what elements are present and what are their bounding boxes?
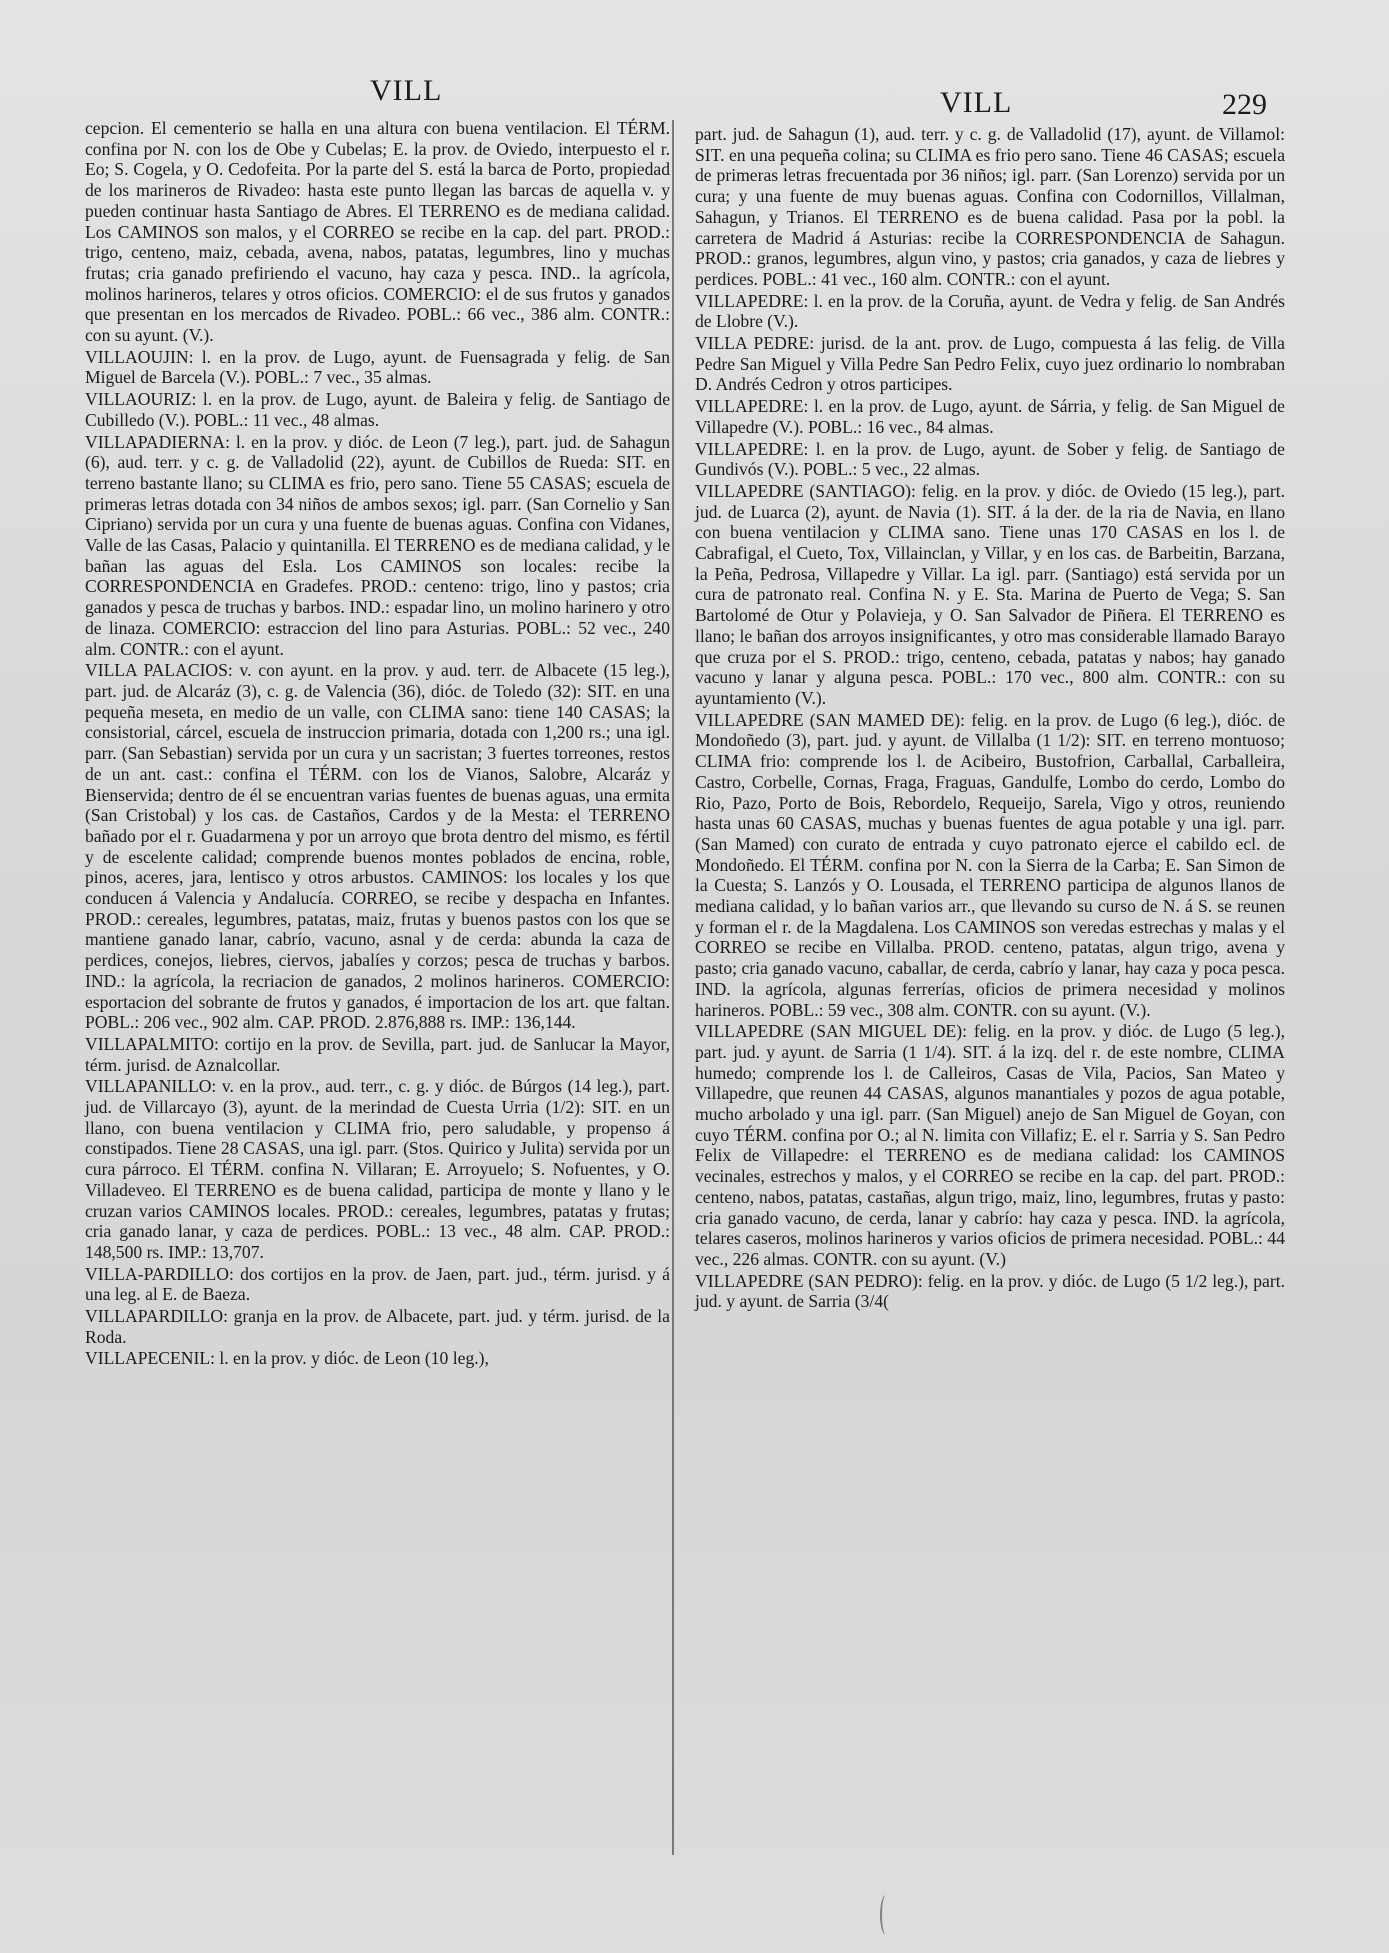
entry-villaouriz: VILLAOURIZ: l. en la prov. de Lugo, ayunt. de Baleira y felig. de Santiago de Cubilledo (V.). POBL.: 11 vec., 48 almas. bbox=[85, 389, 670, 430]
entry-villapedre-san-mamed: VILLAPEDRE (SAN MAMED DE): felig. en la prov. de Lugo (6 leg.), dióc. de Mondoñedo (3), part. jud. y ayunt. de Villalba (1 1/2): SIT. en terreno montuoso; CLIMA frio: comprende los l. de Acibeiro, Bustofrion, Carballal, Carballeira, Castro, Corbelle, Cornas, Fraga, Fraguas, Gandulfe, Lombo do cerdo, Lombo do Rio, Pazo, Porto de Bois, Rebordelo, Requeijo, Sarela, Vigo y otros, reuniendo hasta unas 60 CASAS, muchas y buenas fuentes de agua potable y una igl. parr. (San Mamed) con curato de entrada y cuyo patronato ejerce el cabildo ecl. de Mondoñedo. El TÉRM. confina por N. con la Sierra de la Carba; E. San Simon de la Cuesta; S. Lanzós y O. Lousada, el TERRENO participa de algunos llanos de mediana calidad, y lo bañan varios arr., que llevando su curso de N. á S. se reunen y forman el r. de la Magdalena. Los CAMINOS son veredas estrechas y malas y el CORREO se recibe en Villalba. PROD. centeno, patatas, algun trigo, avena y pasto; cria ganado vacuno, caballar, de cerda, cabrío y lanar, hay caza y poca pesca. IND. la agrícola, algunas ferrerías, oficios de primera necesidad y molinos harineros. POBL.: 59 vec., 308 alm. CONTR. con su ayunt. (V.). bbox=[695, 709, 1285, 1020]
running-head-right: VILL bbox=[940, 86, 1013, 119]
entry-continuation: cepcion. El cementerio se halla en una altura con buena ventilacion. El TÉRM. confina por N. con los de Obe y Cubelas; E. la prov. de Oviedo, interpuesto el r. Eo; S. Cogela, y O. Cedofeita. Por la parte del S. está la barca de Porto, propiedad de los marineros de Rivadeo: hasta este punto llegan las barcas de aquella v. y pueden continuar hasta Santiago de Abres. El TERRENO es de mediana calidad. Los CAMINOS son malos, y el CORREO se recibe en la cap. del part. PROD.: trigo, centeno, maiz, cebada, avena, nabos, patatas, legumbres, lino y muchas frutas; cria ganado prefiriendo el vacuno, hay caza y pesca. IND.. la agrícola, molinos harineros, telares y otros oficios. COMERCIO: el de sus frutos y ganados que presentan en los mercados de Rivadeo. POBL.: 66 vec., 386 alm. CONTR.: con su ayunt. (V.). bbox=[85, 118, 670, 346]
entry-villapedre-sober: VILLAPEDRE: l. en la prov. de Lugo, ayunt. de Sober y felig. de Santiago de Gundivós (V.). POBL.: 5 vec., 22 almas. bbox=[695, 438, 1285, 480]
entry-villapecenil: VILLAPECENIL: l. en la prov. y dióc. de Leon (10 leg.), bbox=[85, 1348, 489, 1369]
page-stain-mark bbox=[880, 1895, 892, 1935]
right-column bbox=[695, 124, 1285, 1312]
entry-villa-palacios: VILLA PALACIOS: v. con ayunt. en la prov. y aud. terr. de Albacete (15 leg.), part. jud. de Alcaráz (3), c. g. de Valencia (36), dióc. de Toledo (32): SIT. en una pequeña meseta, en medio de un valle, con CLIMA sano: tiene 140 CASAS; la consistorial, cárcel, escuela de instruccion primaria, dotada con 1,200 rs.; una igl. parr. (San Sebastian) servida por un cura y un sacristan; 3 fuertes torreones, restos de un ant. cast.: confina el TÉRM. con los de Vianos, Salobre, Alcaráz y Bienservida; dentro de él se encuentran varias fuentes de buenas aguas, una ermita (San Cristobal) y los cas. de Castaños, Cardos y de la Mesta: el TERRENO bañado por el r. Guadarmena y por un arroyo que brota dentro del mismo, es fértil y de escelente calidad; comprende buenos montes poblados de encina, roble, pinos, aceres, jara, lentisco y otros arbustos. CAMINOS: los locales y los que conducen á Valencia y Andalucía. CORREO, se recibe y despacha en Infantes. PROD.: cereales, legumbres, patatas, maiz, frutas y buenos pastos con los que se mantiene ganado lanar, cabrío, vacuno, asnal y de cerda: abunda la caza de perdices, conejos, liebres, ciervos, jabalíes y corzos; pesca de truchas y barbos. IND.: la agrícola, la recriacion de ganados, 2 molinos harineros. COMERCIO: esportacion del sobrante de frutos y ganados, é importacion de los art. que faltan. POBL.: 206 vec., 902 alm. CAP. PROD. 2.876,888 rs. IMP.: 136,144. bbox=[85, 660, 670, 1033]
left-column bbox=[85, 118, 670, 1369]
entry-villapadierna: VILLAPADIERNA: l. en la prov. y dióc. de Leon (7 leg.), part. jud. de Sahagun (6), aud. terr. y c. g. de Valladolid (22), ayunt. de Cubillos de Rueda: SIT. en terreno bastante llano; su CLIMA es frio, pero sano. Tiene 55 CASAS; escuela de primeras letras dotada con 34 niños de ambos sexos; igl. parr. (San Cornelio y San Cipriano) servida por un cura y una fuente de buenas aguas. Confina con Vidanes, Valle de las Casas, Palacio y quintanilla. El TERRENO es de mediana calidad, y le bañan las aguas del Esla. Los CAMINOS son locales: recibe la CORRESPONDENCIA en Gradefes. PROD.: centeno: trigo, lino y pastos; cria ganados y pesca de truchas y barbos. IND.: espadar lino, un molino harinero y otro de linaza. COMERCIO: estraccion del lino para Asturias. POBL.: 52 vec., 240 alm. CONTR.: con el ayunt. bbox=[85, 431, 670, 659]
column-divider bbox=[672, 120, 674, 1855]
entry-villapedre-santiago: VILLAPEDRE (SANTIAGO): felig. en la prov. y dióc. de Oviedo (15 leg.), part. jud. de Luarca (2), ayunt. de Navia (1). SIT. á la der. de la ria de Navia, en llano con buena ventilacion y CLIMA sano. Tiene unas 170 CASAS en los l. de Cabrafigal, el Cueto, Tox, Villainclan, y Villar, y en los cas. de Barbeitin, Barzana, la Peña, Pedrosa, Villapedre y Villar. La igl. parr. (Santiago) está servida por un cura de patronato real. Confina N. y E. Sta. Marina de Puerto de Vega; S. San Bartolomé de Otur y Polavieja, y O. San Salvador de Piñera. El TERRENO es llano; le bañan dos arroyos insignificantes, y otro mas considerable llamado Barayo que cruza por el S. PROD.: trigo, centeno, cebada, patatas y nabos; hay ganado vacuno y lanar y alguna pesca. POBL.: 170 vec., 800 alm. CONTR.: con su ayuntamiento (V.). bbox=[695, 480, 1285, 708]
entry-villapedre-sarria: VILLAPEDRE: l. en la prov. de Lugo, ayunt. de Sárria, y felig. de San Miguel de Villapedre (V.). POBL.: 16 vec., 84 almas. bbox=[695, 396, 1285, 437]
entry-villapedre-san-miguel: VILLAPEDRE (SAN MIGUEL DE): felig. en la prov. y dióc. de Lugo (5 leg.), part. jud. y ayunt. de Sarria (1 1/4). SIT. á la izq. del r. de este nombre, CLIMA humedo; comprende los l. de Calleiros, Casas de Vila, Pacios, San Mateo y Villapedre, que reunen 44 CASAS, algunos manantiales y pozos de agua potable, mucho arbolado y una igl. parr. (San Miguel) anejo de San Miguel de Goyan, con cuyo TÉRM. confina por O.; al N. limita con Villafiz; E. el r. Sarria y S. San Pedro Felix de Villapedre: el TERRENO es de mediana calidad: los CAMINOS vecinales, estrechos y malos, y el CORREO se recibe en la cap. del part. PROD.: centeno, nabos, patatas, castañas, algun trigo, maiz, lino, legumbres, frutas y pasto: cria ganado vacuno, de cerda, lanar y cabrío: hay caza y pesca. IND. la agrícola, telares caseros, molinos harineros y varios oficios de primera necesidad. POBL.: 44 vec., 226 almas. CONTR. con su ayunt. (V.) bbox=[695, 1021, 1285, 1269]
entry-villapardillo: VILLAPARDILLO: granja en la prov. de Albacete, part. jud. y térm. jurisd. de la Roda. bbox=[85, 1306, 670, 1347]
entry-villapedre-coruna: VILLAPEDRE: l. en la prov. de la Coruña, ayunt. de Vedra y felig. de San Andrés de Llobre (V.). bbox=[695, 290, 1285, 332]
entry-villapedre-san-pedro: VILLAPEDRE (SAN PEDRO): felig. en la prov. y dióc. de Lugo (5 1/2 leg.), part. jud. y ayunt. de Sarria (3/4( bbox=[695, 1270, 1285, 1312]
entry-villapecenil-cont: part. jud. de Sahagun (1), aud. terr. y c. g. de Valladolid (17), ayunt. de Villamol: SIT. en una pequeña colina; su CLIMA es frio pero sano. Tiene 46 CASAS; escuela de primeras letras frecuentada por 36 niños; igl. parr. (San Lorenzo) servida por un cura; y una fuente de muy buenas aguas. Confina con Codornillos, Villalman, Sahagun, y Trianos. El TERRENO es de buena calidad. Pasa por la pobl. la carretera de Madrid á Asturias: recibe la CORRESPONDENCIA de Sahagun. PROD.: granos, legumbres, algun vino, y pastos; cria ganados, y caza de liebres y perdices. POBL.: 41 vec., 160 alm. CONTR.: con el ayunt. bbox=[695, 124, 1285, 289]
entry-villa-pedre-jurisd: VILLA PEDRE: jurisd. de la ant. prov. de Lugo, compuesta á las felig. de Villa Pedre San Miguel y Villa Pedre San Pedro Felix, cuyo juez ordinario lo nombraban D. Andrés Cedron y otros participes. bbox=[695, 333, 1285, 395]
entry-villapalmito: VILLAPALMITO: cortijo en la prov. de Sevilla, part. jud. de Sanlucar la Mayor, térm. jurisd. de Aznalcollar. bbox=[85, 1033, 670, 1075]
entry-villapanillo: VILLAPANILLO: v. en la prov., aud. terr., c. g. y dióc. de Búrgos (14 leg.), part. jud. de Villarcayo (3), ayunt. de la merindad de Cuesta Urria (1/2): SIT. en un llano, con buena ventilacion y CLIMA frio, pero saludable, y propenso á constipados. Tiene 28 CASAS, una igl. parr. (Stos. Quirico y Julita) servida por un cura párroco. El TÉRM. confina N. Villaran; E. Arroyuelo; S. Nofuentes, y O. Villadeveo. El TERRENO es de buena calidad, participa de monte y llano y le cruzan varios CAMINOS locales. PROD.: cereales, legumbres, patatas y frutas; cria ganado lanar, y caza de perdices. POBL.: 13 vec., 48 alm. CAP. PROD.: 148,500 rs. IMP.: 13,707. bbox=[85, 1076, 670, 1262]
entry-villa-pardillo: VILLA-PARDILLO: dos cortijos en la prov. de Jaen, part. jud., térm. jurisd. y á una leg. al E. de Baeza. bbox=[85, 1263, 670, 1305]
running-head-left: VILL bbox=[370, 74, 443, 107]
page-number: 229 bbox=[1222, 88, 1267, 121]
entry-villaoujin: VILLAOUJIN: l. en la prov. de Lugo, ayunt. de Fuensagrada y felig. de San Miguel de Barcela (V.). POBL.: 7 vec., 35 almas. bbox=[85, 346, 670, 388]
